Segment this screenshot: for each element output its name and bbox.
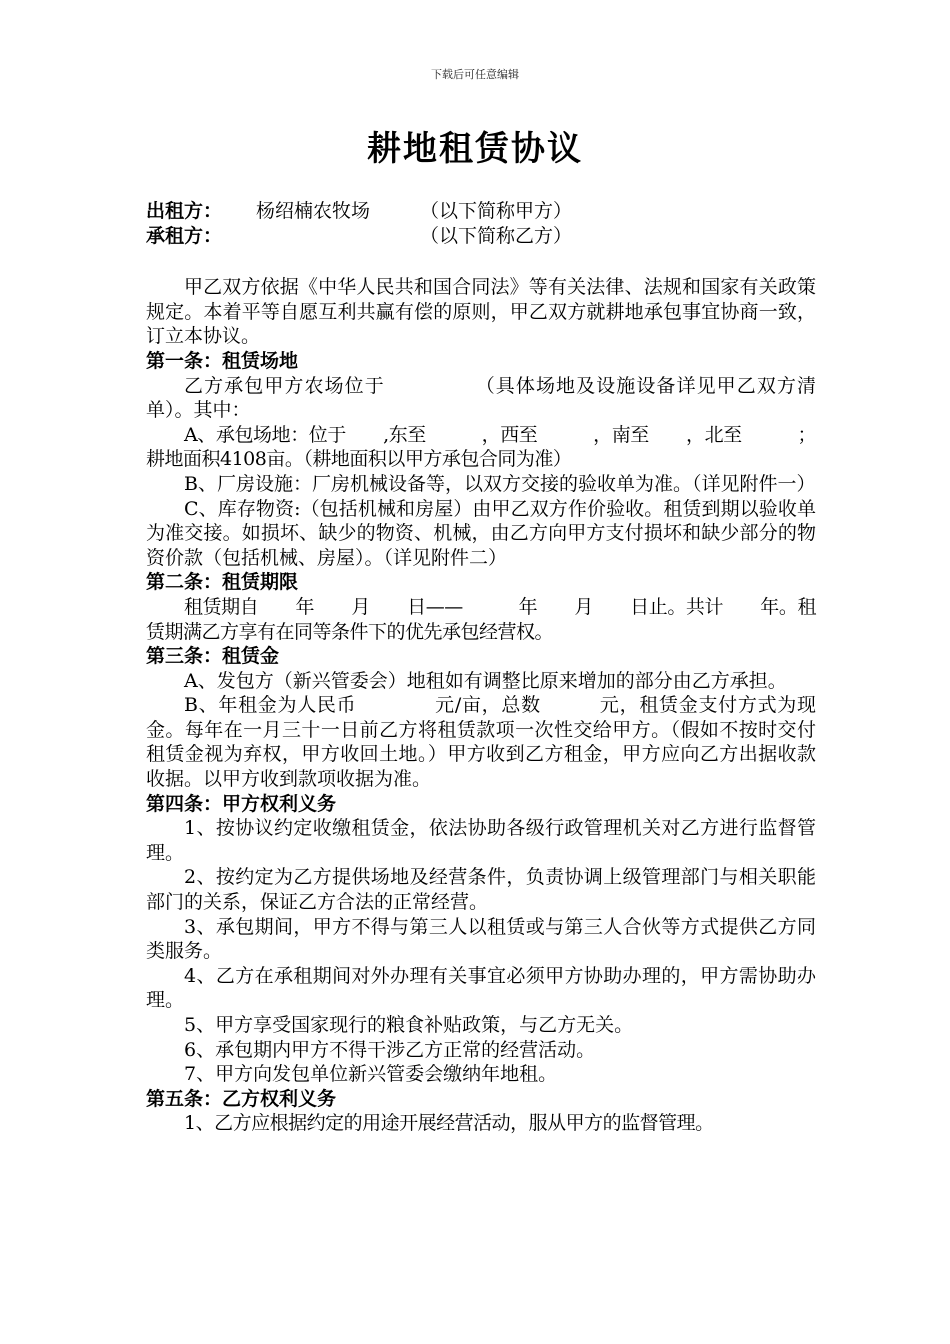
section-1-paragraph-3: B、厂房设施：厂房机械设备等，以双方交接的验收单为准。（详见附件一） <box>184 472 816 495</box>
section-1-heading: 第一条：租赁场地 <box>146 349 299 372</box>
document-title: 耕地租赁协议 <box>367 129 583 169</box>
section-3-heading: 第三条：租赁金 <box>146 645 280 668</box>
section-2-heading: 第二条：租赁期限 <box>146 571 299 594</box>
section-2-paragraph-1: 租赁期自 年 月 日—— 年 月 日止。共计 年。租赁期满乙方享有在同等条件下的优先承包经营权。 <box>146 595 816 643</box>
lessee-label: 承租方： <box>146 224 223 247</box>
lessor-row <box>146 199 816 224</box>
lessor-name: 杨绍楠农牧场 <box>256 200 371 222</box>
section-1-paragraph-2: A、承包场地：位于 ,东至 ，西至 ，南至 ，北至 ；耕地面积4108亩。（耕地面积以甲方承包合同为准） <box>146 423 816 471</box>
header-note: 下载后可任意编辑 <box>431 68 519 81</box>
section-4-heading: 第四条：甲方权利义务 <box>146 792 337 815</box>
spacer <box>146 248 816 275</box>
section-4-paragraph-2: 2、按约定为乙方提供场地及经营条件，负责协调上级管理部门与相关职能部门的关系，保证乙方合法的正常经营。 <box>146 866 816 914</box>
section-5-paragraph-1: 1、乙方应根据约定的用途开展经营活动，服从甲方的监督管理。 <box>184 1112 714 1135</box>
intro-paragraph: 甲乙双方依据《中华人民共和国合同法》等有关法律、法规和国家有关政策规定。本着平等自愿互利共赢有偿的原则，甲乙双方就耕地承包事宜协商一致，订立本协议。 <box>146 276 816 348</box>
lessor-label: 出租方： <box>146 200 223 222</box>
section-4-paragraph-6: 6、承包期内甲方不得干涉乙方正常的经营活动。 <box>184 1038 596 1061</box>
section-4-paragraph-4: 4、乙方在承租期间对外办理有关事宜必须甲方协助办理的，甲方需协助办理。 <box>146 964 816 1012</box>
lessee-note: （以下简称乙方） <box>420 224 573 247</box>
section-4-paragraph-7: 7、甲方向发包单位新兴管委会缴纳年地租。 <box>184 1063 558 1086</box>
section-3-paragraph-2: B、年租金为人民币 元/亩，总数 元，租赁金支付方式为现金。每年在一月三十一日前乙方将租赁款项一次性交给甲方。（假如不按时交付租赁金视为弃权，甲方收回土地。）甲方收到乙方租金，甲方应向乙方出据收款收据。以甲方收到款项收据为准。 <box>146 694 816 791</box>
section-4-paragraph-3: 3、承包期间，甲方不得与第三人以租赁或与第三人合伙等方式提供乙方同类服务。 <box>146 915 816 963</box>
section-5-heading: 第五条：乙方权利义务 <box>146 1087 337 1110</box>
section-3-paragraph-1: A、发包方（新兴管委会）地租如有调整比原来增加的部分由乙方承担。 <box>184 669 787 692</box>
lessee-row <box>146 224 816 249</box>
section-4-paragraph-5: 5、甲方享受国家现行的粮食补贴政策，与乙方无关。 <box>184 1014 634 1036</box>
section-4-paragraph-1: 1、按协议约定收缴租赁金，依法协助各级行政管理机关对乙方进行监督管理。 <box>146 817 816 864</box>
document-body <box>146 199 816 1136</box>
lessor-note: （以下简称甲方） <box>420 200 573 222</box>
parties-block <box>146 199 816 248</box>
section-1-paragraph-4: C、库存物资:（包括机械和房屋）由甲乙双方作价验收。租赁到期以验收单为准交接。如损坏、缺少的物资、机械，由乙方向甲方支付损坏和缺少部分的物资价款（包括机械、房屋）。（详见附件二） <box>146 497 816 569</box>
section-1-paragraph-1: 乙方承包甲方农场位于 （具体场地及设施设备详见甲乙双方清单）。其中： <box>146 374 816 422</box>
